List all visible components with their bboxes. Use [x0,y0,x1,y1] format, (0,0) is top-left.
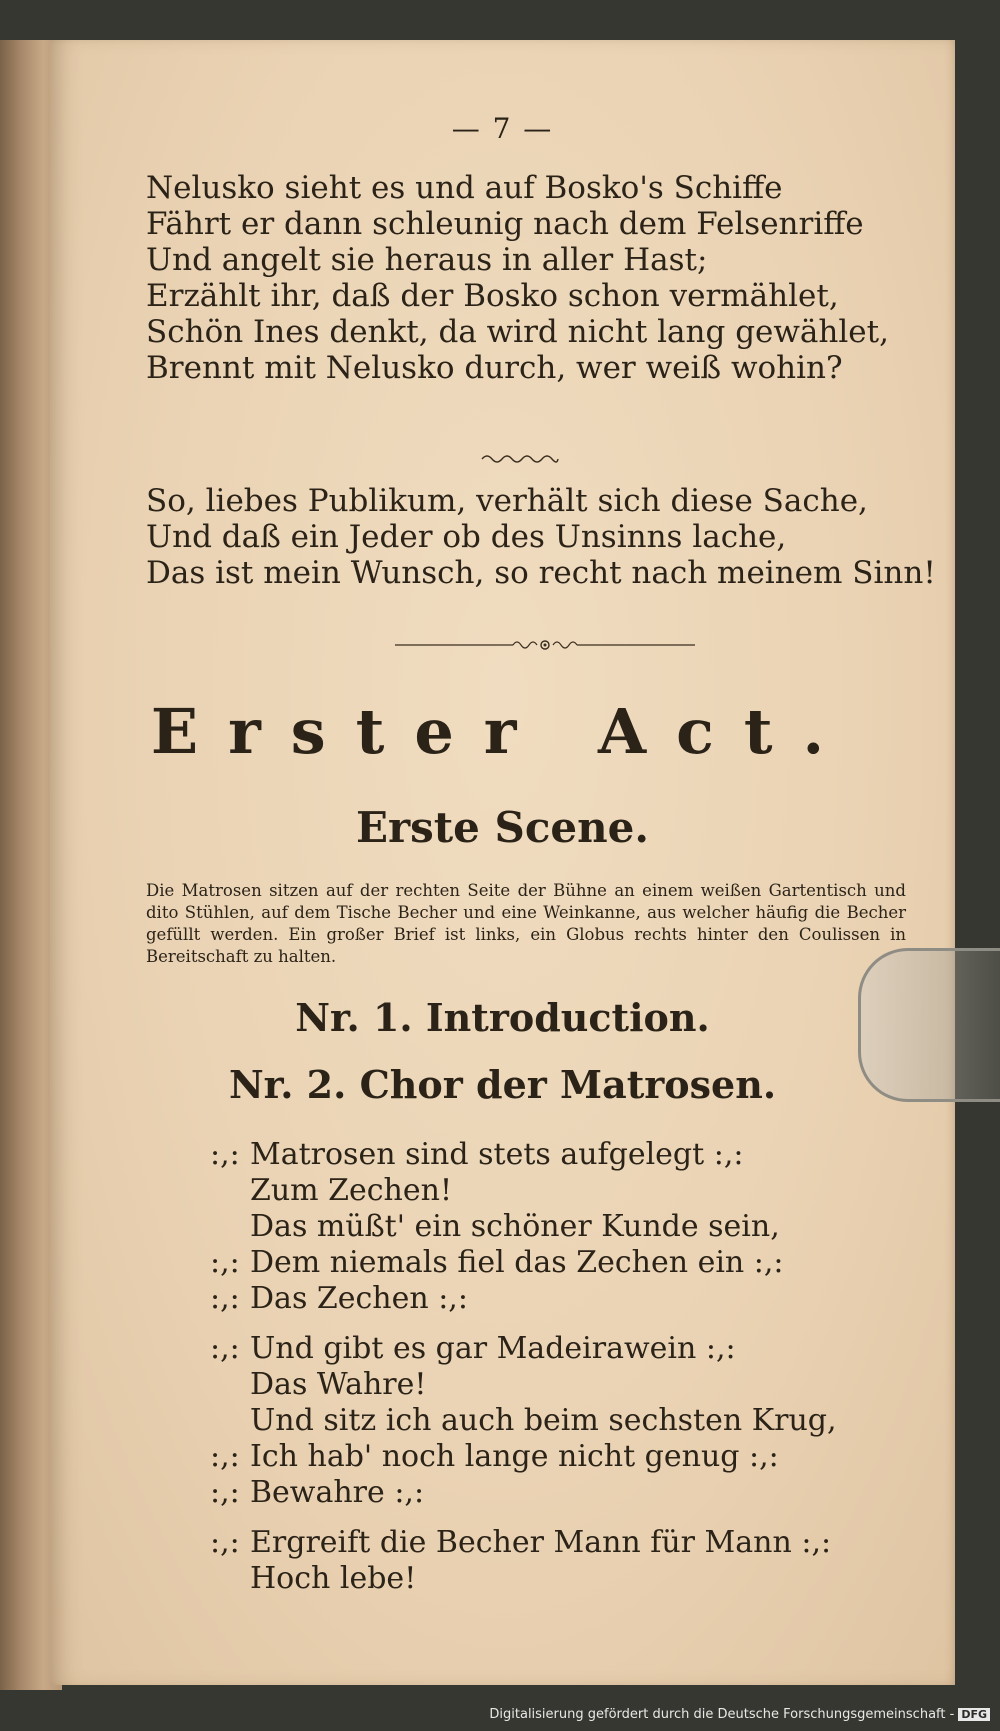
scene-title: Erste Scene. [355,803,650,852]
repeat-mark: :,: [210,1137,240,1172]
stanza-1 [146,170,889,386]
song-line [210,1561,837,1597]
song-line [210,1137,837,1173]
footer-text: Digitalisierung gefördert durch die Deutsche Forschungsgemeinschaft - [489,1707,955,1722]
verse-line: Und daß ein Jeder ob des Unsinns lache, [146,519,787,555]
song-line [210,1439,837,1475]
bookmark-clip [858,948,1000,1102]
song-text: Hoch lebe! [250,1561,417,1596]
number-heading: Nr. 1. Introduction. [295,995,710,1040]
repeat-mark: :,: [210,1281,240,1316]
song-line [210,1245,837,1281]
song-stanza [210,1525,837,1597]
verse-line: Und angelt sie heraus in aller Hast; [146,242,708,278]
verse-line: Nelusko sieht es und auf Bosko's Schiffe [146,170,783,206]
ornamental-divider [395,633,695,657]
song-text: Das Zechen :,: [250,1281,468,1316]
stanza-2 [146,483,936,591]
song-line [210,1331,837,1367]
song-text: Und gibt es gar Madeirawein :,: [250,1331,736,1366]
number-heading: Nr. 2. Chor der Matrosen. [228,1062,777,1107]
repeat-mark: :,: [210,1331,240,1366]
book-page [50,40,955,1685]
song-lyrics [210,1137,837,1597]
song-text: Das müßt' ein schöner Kunde sein, [250,1209,780,1244]
repeat-mark: :,: [210,1439,240,1474]
dfg-logo: DFG [958,1708,990,1721]
song-line [210,1173,837,1209]
repeat-mark: :,: [210,1475,240,1510]
song-text: Ich hab' noch lange nicht genug :,: [250,1439,779,1474]
repeat-mark [210,1209,250,1245]
song-text: Matrosen sind stets aufgelegt :,: [250,1137,744,1172]
song-line [210,1525,837,1561]
song-line [210,1367,837,1403]
page-number: — 7 — [451,112,554,145]
stanza-gap [210,1511,837,1525]
song-stanza [210,1331,837,1511]
digitization-footer [0,1707,1000,1727]
song-text: Zum Zechen! [250,1173,453,1208]
repeat-mark [210,1403,250,1439]
song-text: Dem niemals fiel das Zechen ein :,: [250,1245,784,1280]
song-text: Und sitz ich auch beim sechsten Krug, [250,1403,837,1438]
song-text: Das Wahre! [250,1367,427,1402]
repeat-mark: :,: [210,1525,240,1560]
repeat-mark [210,1561,250,1597]
verse-line: Erzählt ihr, daß der Bosko schon vermählet, [146,278,839,314]
repeat-mark: :,: [210,1245,240,1280]
verse-line: Brennt mit Nelusko durch, wer weiß wohin? [146,350,843,386]
stage-direction: Die Matrosen sitzen auf der rechten Seite der Bühne an einem weißen Gartentisch und dito Stühlen, auf dem Tische Becher und eine Weinkanne, aus welcher häufig die Becher gefüllt werden. Ein großer Brief ist links, ein Globus rechts hinter den Coulissen in Bereitschaft zu halten. [146,881,906,966]
song-line [210,1281,837,1317]
song-line [210,1403,837,1439]
repeat-mark [210,1367,250,1403]
act-title: Erster Act. [150,695,855,768]
stanza-gap [210,1317,837,1331]
song-line [210,1209,837,1245]
song-text: Ergreift die Becher Mann für Mann :,: [250,1525,832,1560]
verse-line: Das ist mein Wunsch, so recht nach meinem Sinn! [146,555,936,591]
verse-line: Schön Ines denkt, da wird nicht lang gewählet, [146,314,889,350]
song-stanza [210,1137,837,1317]
repeat-mark [210,1173,250,1209]
song-line [210,1475,837,1511]
verse-line: Fährt er dann schleunig nach dem Felsenriffe [146,206,864,242]
verse-line: So, liebes Publikum, verhält sich diese Sache, [146,483,868,519]
song-text: Bewahre :,: [250,1475,425,1510]
wave-ornament [480,452,560,466]
